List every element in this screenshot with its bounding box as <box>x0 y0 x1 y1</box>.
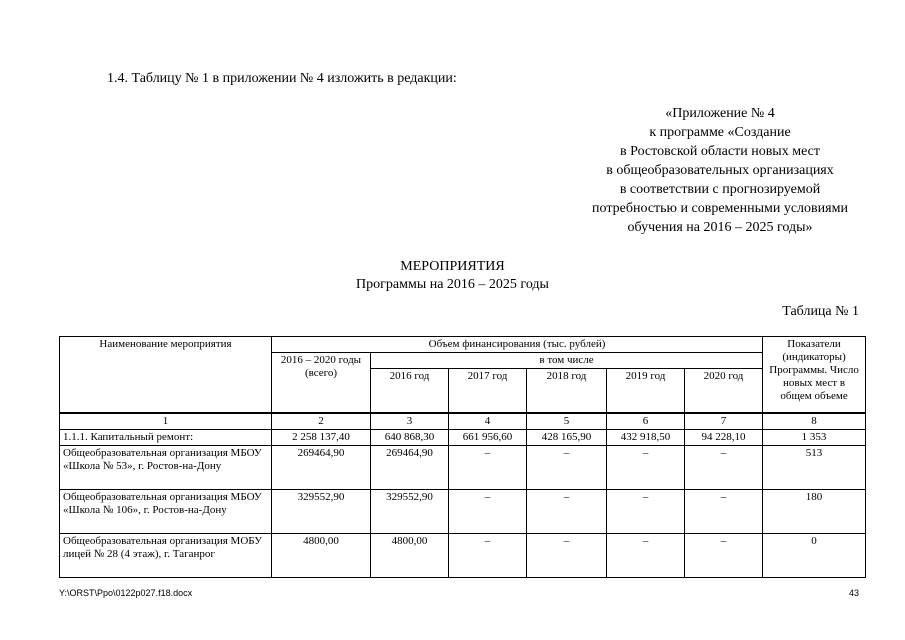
column-number: 4 <box>449 413 527 430</box>
row-2017: – <box>449 489 527 533</box>
column-number: 7 <box>685 413 763 430</box>
header-financing: Объем финансирования (тыс. рублей) <box>272 337 763 353</box>
column-number: 2 <box>272 413 371 430</box>
row-2020: 94 228,10 <box>685 429 763 445</box>
document-title <box>0 258 905 294</box>
row-total: 4800,00 <box>272 533 371 577</box>
header-year: 2018 год <box>527 369 607 413</box>
row-2020: – <box>685 533 763 577</box>
appendix-line: обучения на 2016 – 2025 годы» <box>627 220 813 235</box>
row-indicator: 0 <box>763 533 866 577</box>
column-number-row <box>60 413 866 430</box>
row-2016: 269464,90 <box>371 445 449 489</box>
row-name: Общеобразовательная организация МОБУ лицей № 28 (4 этаж), г. Таганрог <box>60 533 272 577</box>
table-row <box>60 445 866 489</box>
row-2019: – <box>607 489 685 533</box>
appendix-line: к программе «Создание <box>649 125 791 140</box>
table-header-row <box>60 337 866 353</box>
row-total: 329552,90 <box>272 489 371 533</box>
row-2019: – <box>607 533 685 577</box>
header-indicators: Показатели (индикаторы) Программы. Число новых мест в общем объеме <box>763 337 866 413</box>
appendix-header <box>560 104 880 237</box>
row-2016: 329552,90 <box>371 489 449 533</box>
row-2017: 661 956,60 <box>449 429 527 445</box>
row-2017: – <box>449 533 527 577</box>
row-2017: – <box>449 445 527 489</box>
table-row <box>60 489 866 533</box>
measures-table <box>59 336 866 578</box>
appendix-line: «Приложение № 4 <box>665 106 775 121</box>
header-name: Наименование мероприятия <box>60 337 272 413</box>
appendix-line: в общеобразовательных организациях <box>606 163 834 178</box>
row-name: Общеобразовательная организация МБОУ «Школа № 53», г. Ростов-на-Дону <box>60 445 272 489</box>
row-total: 269464,90 <box>272 445 371 489</box>
row-2020: – <box>685 445 763 489</box>
header-year: 2020 год <box>685 369 763 413</box>
row-2016: 4800,00 <box>371 533 449 577</box>
header-year: 2016 год <box>371 369 449 413</box>
row-name: Общеобразовательная организация МБОУ «Школа № 106», г. Ростов-на-Дону <box>60 489 272 533</box>
column-number: 6 <box>607 413 685 430</box>
row-indicator: 180 <box>763 489 866 533</box>
appendix-line: потребностью и современными условиями <box>592 201 848 216</box>
header-total: 2016 – 2020 годы (всего) <box>272 353 371 413</box>
intro-paragraph: 1.4. Таблицу № 1 в приложении № 4 изложить в редакции: <box>107 71 457 86</box>
row-2019: 432 918,50 <box>607 429 685 445</box>
header-including: в том числе <box>371 353 763 369</box>
row-indicator: 1 353 <box>763 429 866 445</box>
table-row <box>60 429 866 445</box>
header-year: 2019 год <box>607 369 685 413</box>
row-name: 1.1.1. Капитальный ремонт: <box>60 429 272 445</box>
row-2020: – <box>685 489 763 533</box>
row-2019: – <box>607 445 685 489</box>
table-label: Таблица № 1 <box>782 304 859 319</box>
row-2018: – <box>527 445 607 489</box>
header-year: 2017 год <box>449 369 527 413</box>
row-2018: – <box>527 489 607 533</box>
column-number: 3 <box>371 413 449 430</box>
column-number: 8 <box>763 413 866 430</box>
row-2016: 640 868,30 <box>371 429 449 445</box>
row-indicator: 513 <box>763 445 866 489</box>
footer-file-path: Y:\ORST\Ppo\0122p027.f18.docx <box>59 588 193 598</box>
title-heading: МЕРОПРИЯТИЯ <box>400 259 505 274</box>
appendix-line: в Ростовской области новых мест <box>620 144 820 159</box>
column-number: 1 <box>60 413 272 430</box>
row-total: 2 258 137,40 <box>272 429 371 445</box>
table-row <box>60 533 866 577</box>
row-2018: 428 165,90 <box>527 429 607 445</box>
title-subheading: Программы на 2016 – 2025 годы <box>356 277 549 292</box>
page-number: 43 <box>848 588 859 598</box>
column-number: 5 <box>527 413 607 430</box>
appendix-line: в соответствии с прогнозируемой <box>619 182 821 197</box>
row-2018: – <box>527 533 607 577</box>
